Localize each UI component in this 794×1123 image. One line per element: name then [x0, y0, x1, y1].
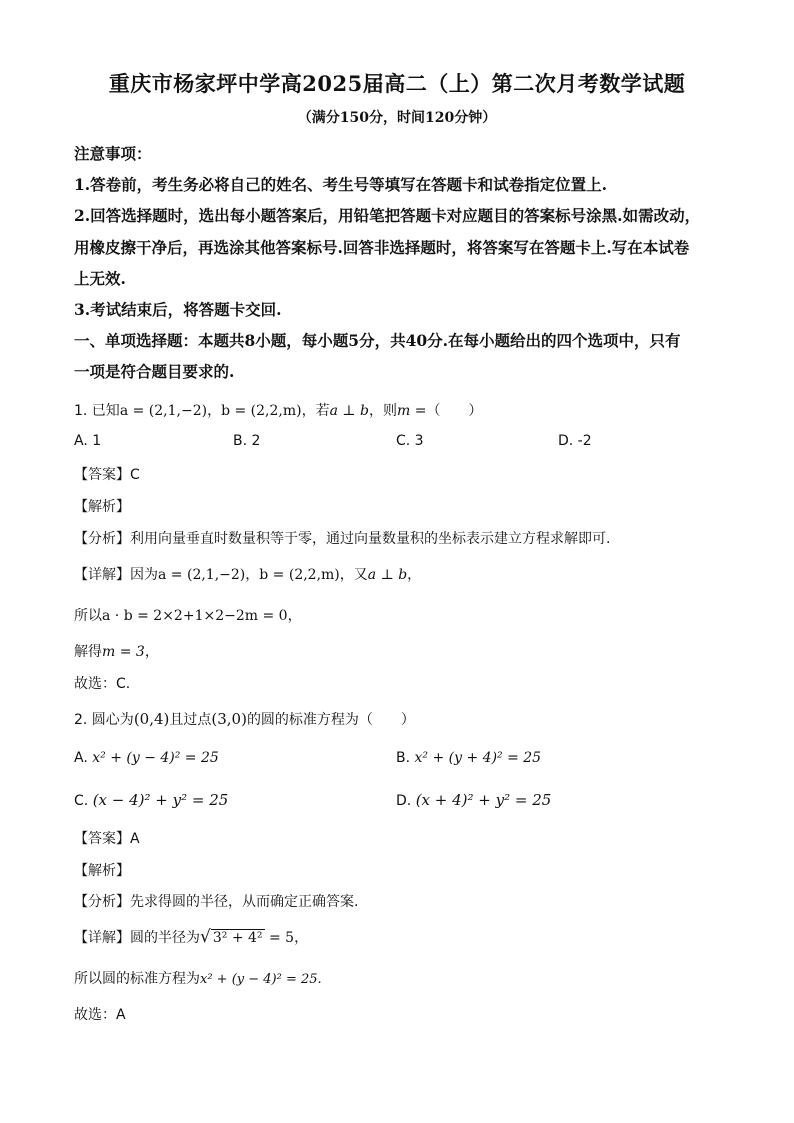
q1-detail-prefix: 因为 — [130, 567, 158, 583]
section-heading-line-2: 一项是符合题目要求的. — [74, 362, 235, 381]
q1-answer-label: 【答案】 — [74, 467, 130, 483]
q2-prefix: 2. 圆心为 — [74, 712, 134, 728]
q1-vector-a: a = (2,1,−2) — [119, 403, 208, 419]
q1-ask: m = — [396, 403, 427, 419]
q2-option-d-text: (x + 4)² + y² = 25 — [415, 791, 552, 809]
q1-detail — [74, 564, 421, 584]
section-heading-line-1: 一、单项选择题：本题共8小题，每小题5分，共40分.在每小题给出的四个选项中，只有 — [74, 331, 681, 350]
q2-fenxi — [74, 891, 358, 911]
q1-fenxi — [74, 528, 610, 548]
q1-option-a: A. 1 — [74, 433, 102, 449]
q1-ask-prefix: ，则 — [368, 403, 397, 419]
q1-option-d: D. -2 — [558, 433, 592, 449]
q2-point: (3,0) — [211, 710, 247, 728]
q2-option-b-label: B. — [396, 750, 411, 766]
q1-option-c: C. 3 — [396, 433, 424, 449]
q2-answer-label: 【答案】 — [74, 831, 130, 847]
page-title: 重庆市杨家坪中学高2025届高二（上）第二次月考数学试题 — [108, 71, 686, 96]
q2-option-b — [396, 750, 541, 766]
sqrt-icon: √ — [200, 927, 211, 947]
q1-vector-b: b = (2,2,m) — [221, 403, 302, 419]
q1-solve — [74, 641, 159, 661]
q2-choose: 故选：A — [74, 1007, 126, 1023]
q2-detail-label: 【详解】 — [74, 930, 130, 946]
q1-prefix: 1. 已知 — [74, 403, 120, 419]
q2-option-d-label: D. — [396, 793, 412, 809]
q2-option-a-label: A. — [74, 750, 88, 766]
q2-radicand: 3² + 4² — [212, 930, 263, 946]
q1-so-equation: a · b = 2×2+1×2−2m = 0 — [102, 608, 288, 624]
q1-comma: ， — [207, 403, 222, 419]
q2-analysis-label: 【解析】 — [74, 863, 130, 879]
q1-detail-condition: a ⊥ b — [367, 567, 408, 583]
q2-option-c — [74, 791, 228, 809]
q1-answer-value: C — [130, 467, 140, 483]
q1-solve-prefix: 解得 — [74, 644, 102, 660]
q1-fenxi-text: 利用向量垂直时数量积等于零，通过向量数量积的坐标表示建立方程求解即可. — [130, 531, 611, 547]
notice-item-3: 3.考试结束后，将答题卡交回. — [74, 300, 282, 319]
q1-so-prefix: 所以 — [74, 608, 102, 624]
q2-detail-end: ， — [294, 930, 309, 946]
q1-detail-end: ， — [407, 567, 422, 583]
q2-option-d — [396, 791, 551, 809]
q2-option-c-label: C. — [74, 793, 89, 809]
q1-detail-comma: ， — [245, 567, 260, 583]
q2-so-equation: x² + (y − 4)² = 25. — [200, 972, 322, 987]
notice-item-2-line-1: 2.回答选择题时，选出每小题答案后，用铅笔把答题卡对应题目的答案标号涂黑.如需改动， — [74, 206, 701, 225]
notice-heading: 注意事项： — [74, 144, 152, 163]
q1-fenxi-label: 【分析】 — [74, 531, 130, 547]
q2-fenxi-text: 先求得圆的半径，从而确定正确答案. — [130, 894, 359, 910]
q2-stem — [74, 709, 415, 729]
q1-option-b: B. 2 — [233, 433, 261, 449]
q2-mid: 且过点 — [169, 712, 212, 728]
q1-analysis-label: 【解析】 — [74, 499, 130, 515]
q2-answer-value: A — [130, 831, 140, 847]
q2-fenxi-label: 【分析】 — [74, 894, 130, 910]
q1-condition: a ⊥ b — [329, 403, 369, 419]
q1-stem — [74, 400, 482, 420]
q1-detail-vector-a: a = (2,1,−2) — [158, 567, 246, 583]
q2-option-a — [74, 750, 219, 766]
q1-blank: （ ） — [426, 403, 483, 419]
notice-item-2-line-2: 用橡皮擦干净后，再选涂其他答案标号.回答非选择题时，将答案写在答题卡上.写在本试卷 — [74, 238, 690, 257]
q1-detail-vector-b: b = (2,2,m) — [259, 567, 340, 583]
q2-so-prefix: 所以圆的标准方程为 — [74, 971, 200, 987]
q2-option-c-text: (x − 4)² + y² = 25 — [92, 791, 229, 809]
q1-detail-mid: ，又 — [339, 567, 368, 583]
q2-option-b-text: x² + (y + 4)² = 25 — [414, 750, 542, 766]
q2-standard-equation — [74, 968, 322, 988]
q1-answer — [74, 464, 140, 484]
notice-item-1: 1.答卷前，考生务必将自己的姓名、考生号等填写在答题卡和试卷指定位置上. — [74, 175, 608, 194]
notice-item-2-line-3: 上无效. — [74, 269, 126, 288]
q1-dot-product — [74, 605, 302, 625]
q1-solve-equation: m = 3 — [102, 644, 145, 660]
q2-suffix: 的圆的标准方程为（ ） — [246, 712, 415, 728]
q1-so-end: ， — [287, 608, 302, 624]
q2-detail — [74, 927, 308, 947]
q2-detail-prefix: 圆的半径为 — [130, 930, 200, 946]
q2-option-a-text: x² + (y − 4)² = 25 — [92, 750, 219, 766]
q1-choose: 故选：C. — [74, 676, 131, 692]
q1-detail-label: 【详解】 — [74, 567, 130, 583]
q1-condition-prefix: ，若 — [301, 403, 330, 419]
q2-center: (0,4) — [133, 710, 170, 728]
page-subtitle: （满分150分，时间120分钟） — [297, 110, 497, 126]
q2-answer — [74, 828, 140, 848]
q2-detail-equation: = 5 — [264, 930, 295, 946]
q1-solve-end: ， — [144, 644, 159, 660]
